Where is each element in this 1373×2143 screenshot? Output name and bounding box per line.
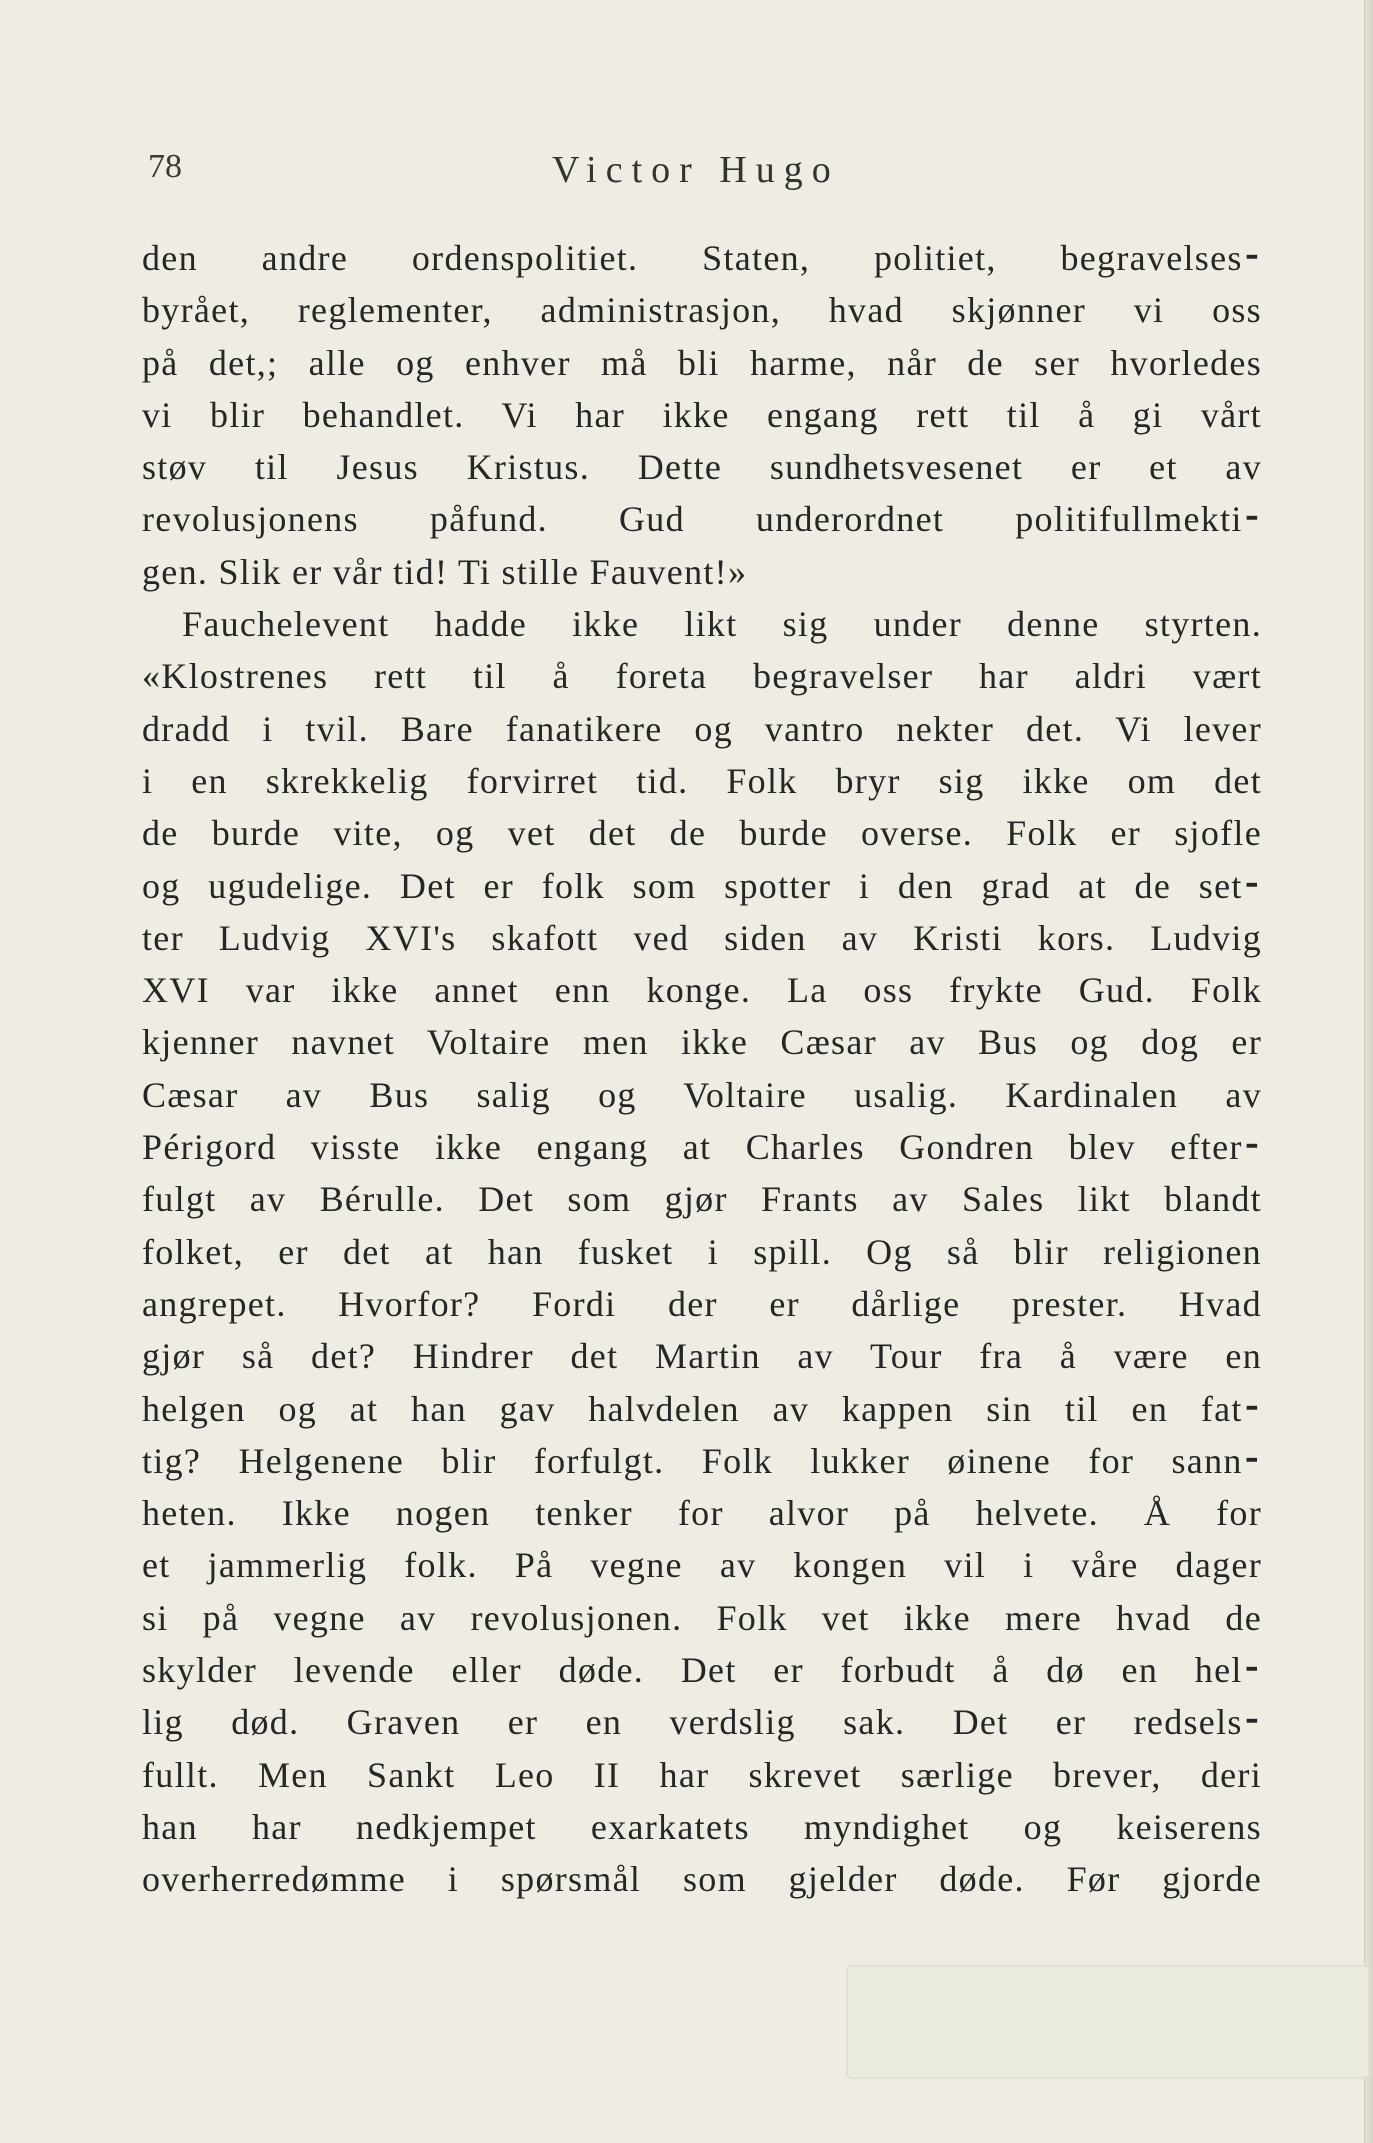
page-edge [1364,0,1373,2143]
text-line: fulgt av Bérulle. Det som gjør Frants av Sales likt blandt [142,1179,1262,1220]
text-line: i en skrekkelig forvirret tid. Folk bryr sig ikke om det [142,760,1262,801]
text-line: vi blir behandlet. Vi har ikke engang rett til å gi vårt [142,394,1262,435]
running-title: Victor Hugo [552,149,840,191]
text-line: gen. Slik er vår tid! Ti stille Fauvent!» [142,551,748,592]
text-line: Cæsar av Bus salig og Voltaire usalig. Kardinalen av [142,1074,1262,1115]
text-line: de burde vite, og vet det de burde overse. Folk er sjofle [142,813,1262,854]
text-line: lig død. Graven er en verdslig sak. Det er redsels⁃ [142,1702,1262,1743]
text-line: han har nedkjempet exarkatets myndighet og keiserens [142,1806,1262,1847]
text-line: ter Ludvig XVI's skafott ved siden av Kristi kors. Ludvig [142,917,1262,958]
text-line: skylder levende eller døde. Det er forbudt å dø en hel⁃ [142,1650,1262,1691]
text-line: fullt. Men Sankt Leo II har skrevet særlige brever, deri [142,1754,1262,1795]
text-line: Périgord visste ikke engang at Charles Gondren blev efter⁃ [142,1127,1262,1168]
text-line: angrepet. Hvorfor? Fordi der er dårlige prester. Hvad [142,1283,1262,1324]
text-line: byrået, reglementer, administrasjon, hvad skjønner vi oss [142,290,1262,331]
text-line: dradd i tvil. Bare fanatikere og vantro nekter det. Vi lever [142,708,1262,749]
text-line: på det,; alle og enhver må bli harme, når de ser hvorledes [142,342,1262,383]
text-line: og ugudelige. Det er folk som spotter i den grad at de set⁃ [142,865,1262,906]
text-line: kjenner navnet Voltaire men ikke Cæsar av Bus og dog er [142,1022,1262,1063]
text-line: den andre ordenspolitiet. Staten, politiet, begravelses⁃ [142,238,1262,278]
faint-library-stamp [846,1965,1370,2079]
text-line: «Klostrenes rett til å foreta begravelser har aldri vært [142,656,1262,697]
text-line: støv til Jesus Kristus. Dette sundhetsvesenet er et av [142,447,1262,488]
page-number: 78 [148,148,182,185]
text-line: heten. Ikke nogen tenker for alvor på helvete. Å for [142,1493,1262,1534]
text-line: si på vegne av revolusjonen. Folk vet ikke mere hvad de [142,1597,1262,1638]
text-line: XVI var ikke annet enn konge. La oss frykte Gud. Folk [142,970,1262,1011]
text-line: et jammerlig folk. På vegne av kongen vil i våre dager [142,1545,1262,1586]
text-line: Fauchelevent hadde ikke likt sig under denne styrten. [182,604,1262,645]
text-line: gjør så det? Hindrer det Martin av Tour fra å være en [142,1336,1262,1377]
text-line: revolusjonens påfund. Gud underordnet politifullmekti⁃ [142,499,1262,540]
text-line: helgen og at han gav halvdelen av kappen sin til en fat⁃ [142,1388,1262,1429]
page-header [148,148,1248,198]
text-line: tig? Helgenene blir forfulgt. Folk lukker øinene for sann⁃ [142,1440,1262,1481]
text-line: folket, er det at han fusket i spill. Og så blir religionen [142,1231,1262,1272]
text-line: overherredømme i spørsmål som gjelder døde. Før gjorde [142,1859,1262,1900]
body-text [142,232,1262,1906]
